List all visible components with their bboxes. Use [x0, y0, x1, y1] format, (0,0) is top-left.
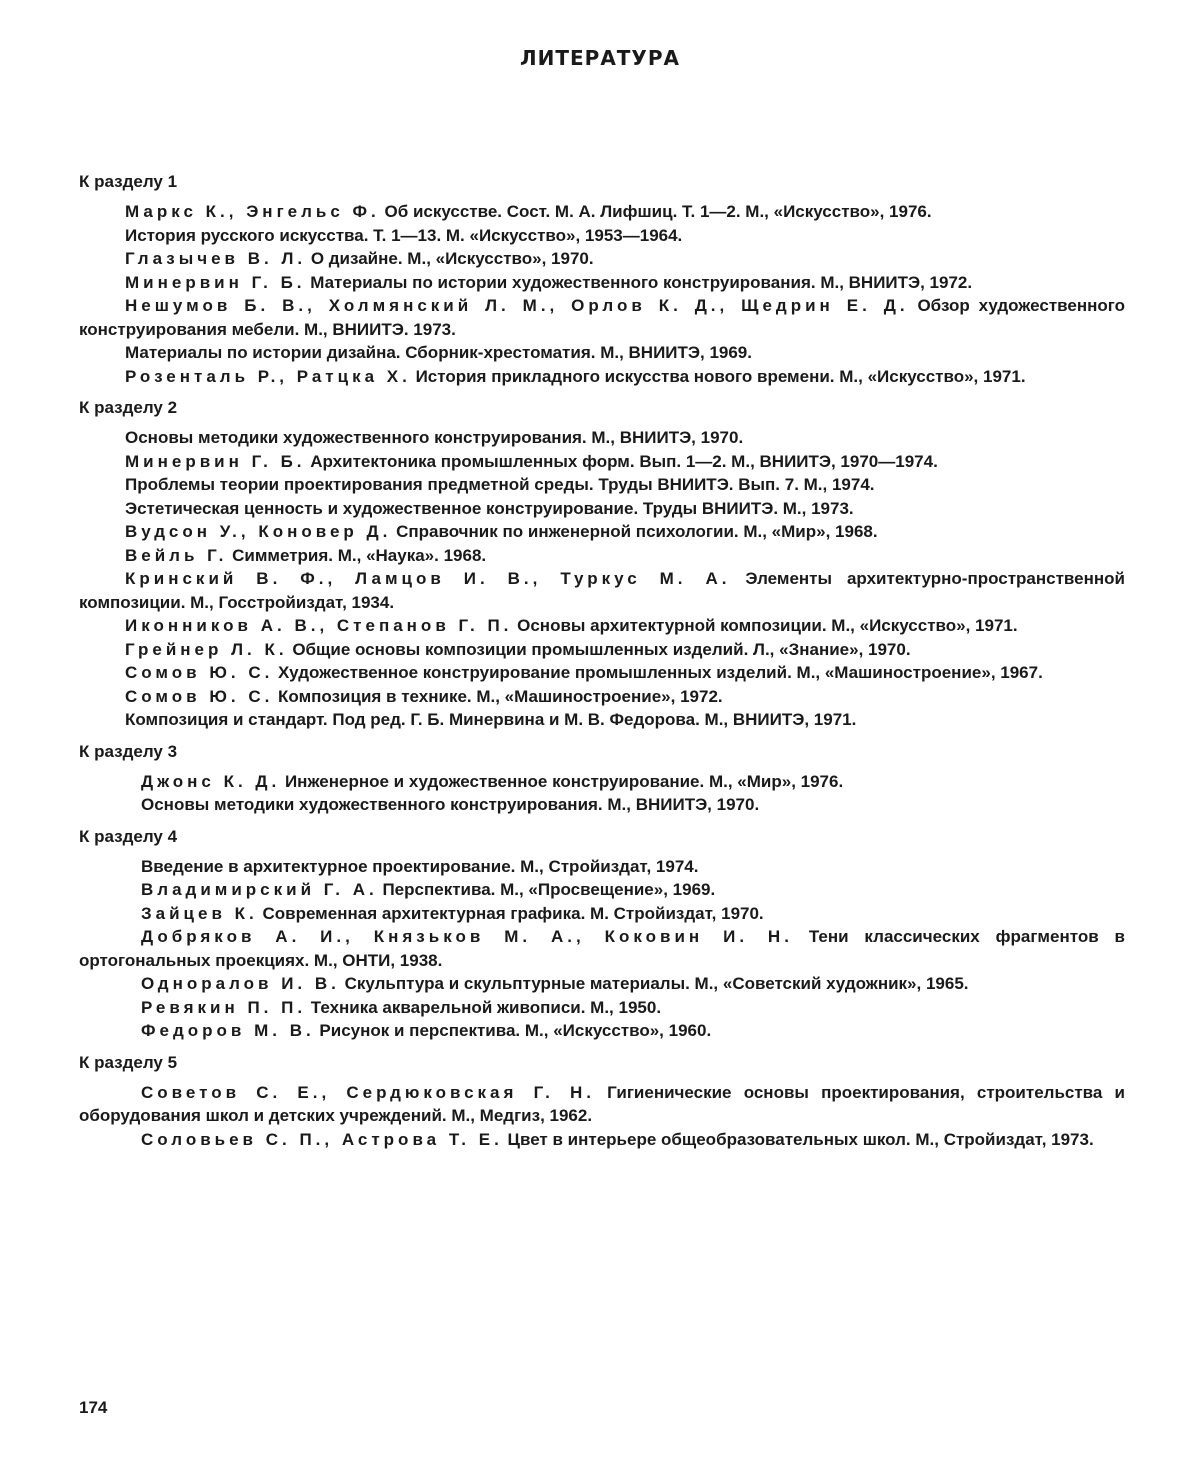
- bibliography-entry: [79, 544, 1125, 568]
- entry-author: Вейль Г.: [125, 545, 228, 565]
- bibliography-entry: [79, 365, 1125, 389]
- bibliography-entry: [79, 224, 1125, 248]
- bibliography-entry: [79, 793, 1125, 817]
- bibliography: [79, 170, 1125, 1159]
- entry-text: Перспектива. М., «Просвещение», 1969.: [377, 880, 716, 899]
- section-heading: К разделу 3: [79, 741, 178, 761]
- entry-author: Нешумов Б. В., Холмянский Л. М., Орлов К. Д., Щедрин Е. Д.: [125, 296, 909, 315]
- section-2: [79, 396, 1125, 732]
- entry-text: Основы архитектурной композиции. М., «Искусство», 1971.: [512, 616, 1018, 635]
- entry-author: Советов С. Е., Сердюковская Г. Н.: [141, 1082, 595, 1102]
- bibliography-entry: [79, 1019, 1125, 1043]
- entry-text: Эстетическая ценность и художественное конструирование. Труды ВНИИТЭ. М., 1973.: [125, 498, 854, 518]
- section-1: [79, 170, 1125, 388]
- entry-text: Композиция в технике. М., «Машиностроение», 1972.: [273, 686, 723, 706]
- bibliography-entry: [79, 1081, 1125, 1128]
- bibliography-entry: [79, 450, 1125, 474]
- entry-author: Зайцев К.: [141, 903, 258, 923]
- entry-author: Соловьев С. П., Астрова Т. Е.: [141, 1129, 503, 1149]
- entry-text: Техника акварельной живописи. М., 1950.: [306, 997, 662, 1017]
- entry-author: Минервин Г. Б.: [125, 272, 306, 292]
- bibliography-entry: [79, 247, 1125, 271]
- bibliography-entry: [79, 685, 1125, 709]
- entry-author: Сомов Ю. С.: [125, 686, 274, 706]
- bibliography-entry: [79, 497, 1125, 521]
- entry-author: Ревякин П. П.: [141, 997, 307, 1017]
- bibliography-entry: [79, 770, 1125, 794]
- entry-text: Материалы по истории художественного конструирования. М., ВНИИТЭ, 1972.: [305, 272, 973, 292]
- bibliography-entry: [79, 341, 1125, 365]
- bibliography-entry: [79, 294, 1125, 341]
- entry-text: Об искусстве. Сост. М. А. Лифшиц. Т. 1—2. М., «Искусство», 1976.: [379, 202, 932, 221]
- section-heading: К разделу 5: [79, 1052, 178, 1072]
- bibliography-entry: [79, 614, 1125, 638]
- entry-text: Введение в архитектурное проектирование. М., Стройиздат, 1974.: [141, 856, 699, 876]
- section-entries: [79, 770, 1125, 817]
- section-4: [79, 825, 1125, 1043]
- entry-author: Вудсон У., Коновер Д.: [125, 522, 392, 541]
- entry-text: Современная архитектурная графика. М. Стройиздат, 1970.: [257, 903, 764, 923]
- bibliography-entry: [79, 200, 1125, 224]
- section-5: [79, 1051, 1125, 1152]
- entry-author: Минервин Г. Б.: [125, 451, 306, 471]
- entry-text: Основы методики художественного конструирования. М., ВНИИТЭ, 1970.: [141, 795, 760, 814]
- bibliography-entry: [79, 426, 1125, 450]
- entry-text: Художественное конструирование промышленных изделий. М., «Машиностроение», 1967.: [273, 663, 1043, 682]
- entry-author: Грейнер Л. К.: [125, 639, 288, 659]
- entry-text: Справочник по инженерной психологии. М., «Мир», 1968.: [391, 522, 878, 541]
- entry-author: Федоров М. В.: [141, 1021, 315, 1040]
- page-title: ЛИТЕРАТУРА: [520, 46, 680, 70]
- entry-text: Материалы по истории дизайна. Сборник-хрестоматия. М., ВНИИТЭ, 1969.: [125, 343, 752, 362]
- entry-text: О дизайне. М., «Искусство», 1970.: [306, 249, 594, 268]
- entry-author: Сомов Ю. С.: [125, 663, 274, 682]
- entry-author: Джонс К. Д.: [141, 771, 281, 791]
- entry-text: Обзор художественного конструирования мебели. М., ВНИИТЭ. 1973.: [79, 296, 1125, 339]
- section-entries: [79, 426, 1125, 732]
- entry-text: Общие основы композиции промышленных изделий. Л., «Знание», 1970.: [287, 639, 911, 659]
- bibliography-entry: [79, 902, 1125, 926]
- page-number: 174: [79, 1398, 108, 1417]
- entry-text: Композиция и стандарт. Под ред. Г. Б. Минервина и М. В. Федорова. М., ВНИИТЭ, 1971.: [125, 710, 857, 729]
- bibliography-entry: [79, 661, 1125, 685]
- bibliography-entry: [79, 271, 1125, 295]
- section-heading: К разделу 4: [79, 826, 178, 846]
- entry-author: Кринский В. Ф., Ламцов И. В., Туркус М. А.: [125, 569, 731, 588]
- section-3: [79, 740, 1125, 817]
- entry-text: Проблемы теории проектирования предметной среды. Труды ВНИИТЭ. Вып. 7. М., 1974.: [125, 475, 875, 494]
- entry-text: Архитектоника промышленных форм. Вып. 1—2. М., ВНИИТЭ, 1970—1974.: [305, 451, 938, 471]
- entry-author: Владимирский Г. А.: [141, 880, 378, 899]
- entry-text: Скульптура и скульптурные материалы. М., «Советский художник», 1965.: [339, 974, 969, 993]
- entry-author: Добряков А. И., Князьков М. А., Коковин И. Н.: [141, 927, 793, 946]
- bibliography-entry: [79, 520, 1125, 544]
- bibliography-entry: [79, 708, 1125, 732]
- entry-author: Глазычев В. Л.: [125, 249, 307, 268]
- entry-text: Симметрия. М., «Наука». 1968.: [227, 545, 487, 565]
- section-entries: [79, 855, 1125, 1043]
- entry-author: Розенталь Р., Ратцка Х.: [125, 366, 411, 386]
- bibliography-entry: [79, 638, 1125, 662]
- section-heading: К разделу 1: [79, 172, 178, 191]
- entry-text: Основы методики художественного конструирования. М., ВНИИТЭ, 1970.: [125, 428, 744, 447]
- section-entries: [79, 1081, 1125, 1152]
- entry-text: Элементы архитектурно-пространственной композиции. М., Госстройиздат, 1934.: [79, 569, 1125, 612]
- entry-text: Тени классических фрагментов в ортогональных проекциях. М., ОНТИ, 1938.: [79, 927, 1125, 970]
- bibliography-entry: [79, 996, 1125, 1020]
- entry-author: Одноралов И. В.: [141, 974, 340, 993]
- entry-text: История русского искусства. Т. 1—13. М. «Искусство», 1953—1964.: [125, 225, 683, 245]
- section-entries: [79, 200, 1125, 388]
- bibliography-entry: [79, 1128, 1125, 1152]
- entry-author: Иконников А. В., Степанов Г. П.: [125, 616, 513, 635]
- entry-text: Инженерное и художественное конструирование. М., «Мир», 1976.: [280, 771, 844, 791]
- entry-text: История прикладного искусства нового времени. М., «Искусство», 1971.: [410, 366, 1026, 386]
- bibliography-entry: [79, 878, 1125, 902]
- entry-text: Цвет в интерьере общеобразовательных школ. М., Стройиздат, 1973.: [502, 1129, 1094, 1149]
- bibliography-entry: [79, 567, 1125, 614]
- section-heading: К разделу 2: [79, 398, 178, 417]
- entry-text: Рисунок и перспектива. М., «Искусство», 1960.: [314, 1021, 712, 1040]
- bibliography-entry: [79, 473, 1125, 497]
- bibliography-entry: [79, 972, 1125, 996]
- bibliography-entry: [79, 925, 1125, 972]
- entry-author: Маркс К., Энгельс Ф.: [125, 202, 380, 221]
- bibliography-entry: [79, 855, 1125, 879]
- entry-text: Гигиенические основы проектирования, строительства и оборудования школ и детских учреждений. М., Медгиз, 1962.: [79, 1082, 1125, 1125]
